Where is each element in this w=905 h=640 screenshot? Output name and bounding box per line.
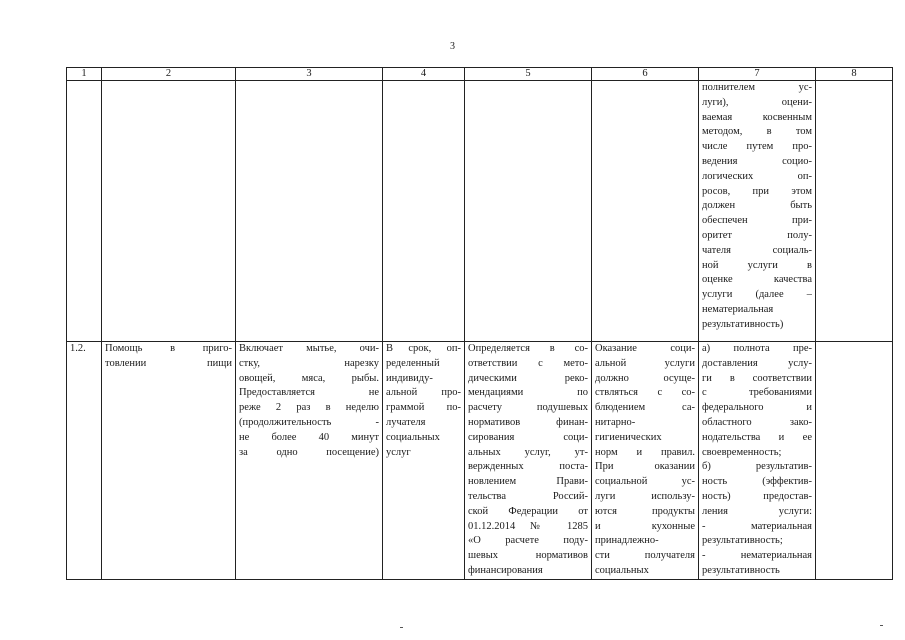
service-conditions-cell-line: социальной ус- xyxy=(595,476,695,488)
cont-cell-7-line: оритет полу- xyxy=(702,229,812,241)
continuation-row xyxy=(67,81,893,342)
cont-cell-7-line: числе путем про- xyxy=(702,141,812,153)
column-header-3: 3 xyxy=(236,68,383,81)
cont-cell-7-line: услуги (далее – xyxy=(702,289,812,301)
service-description-cell-line: (продолжительность - xyxy=(239,416,379,428)
service-description-cell-line: овощей, мяса, рыбы. xyxy=(239,372,379,384)
cont-cell-7-line: результативность) xyxy=(702,318,784,330)
cont-cell-1 xyxy=(67,81,102,342)
service-quality-cell xyxy=(699,342,816,580)
service-term-cell-line: социальных xyxy=(386,431,440,443)
column-header-6: 6 xyxy=(592,68,699,81)
service-conditions-cell-line: ются продукты xyxy=(595,505,695,517)
service-cost-cell-line: сирования соци- xyxy=(468,431,588,443)
scan-speck xyxy=(400,627,403,628)
cont-cell-7-line: росов, при этом xyxy=(702,185,812,197)
service-conditions-cell-line: луги использу- xyxy=(595,490,695,502)
service-conditions-cell-line: ствляться с со- xyxy=(595,387,695,399)
cont-cell-7-line: чателя социаль- xyxy=(702,244,812,256)
service-quality-cell-line: областного зако- xyxy=(702,416,812,428)
service-cost-cell-line: дическими реко- xyxy=(468,372,588,384)
service-conditions-cell-line: Оказание соци- xyxy=(595,343,695,354)
cont-cell-3 xyxy=(236,81,383,342)
cont-cell-7-line: должен быть xyxy=(702,200,812,212)
service-description-cell-line: реже 2 раз в неделю xyxy=(239,402,379,414)
service-quality-cell-line: с требованиями xyxy=(702,387,812,399)
service-cost-cell-line: вержденных поста- xyxy=(468,461,588,473)
service-conditions-cell xyxy=(592,342,699,580)
page-number: 3 xyxy=(450,41,455,52)
service-quality-cell-line: результативность xyxy=(702,564,780,576)
cont-cell-7-line: методом, в том xyxy=(702,126,812,138)
column-header-2: 2 xyxy=(102,68,236,81)
service-term-cell-line: лучателя xyxy=(386,416,426,428)
service-term-cell-line: индивиду- xyxy=(386,372,433,384)
cont-cell-7-line: ной услуги в xyxy=(702,259,812,271)
service-quality-cell-line: а) полнота пре- xyxy=(702,343,812,354)
service-notes-cell xyxy=(816,342,893,580)
scan-speck xyxy=(880,625,883,626)
service-description-cell xyxy=(236,342,383,580)
column-header-8: 8 xyxy=(816,68,893,81)
service-conditions-cell-line: должно осуще- xyxy=(595,372,695,384)
header-row xyxy=(67,68,893,81)
service-conditions-cell-line: сти получателя xyxy=(595,550,695,562)
service-quality-cell-line: доставления услу- xyxy=(702,357,812,369)
service-quality-cell-line: ность) предостав- xyxy=(702,490,812,502)
column-header-1: 1 xyxy=(67,68,102,81)
service-term-cell xyxy=(383,342,465,580)
service-name-cell-line: Помощь в приго- xyxy=(105,343,232,354)
service-conditions-cell-line: принадлежно- xyxy=(595,535,659,547)
service-term-cell-line: ределенный xyxy=(386,357,440,369)
service-quality-cell-line: результативность; xyxy=(702,535,783,547)
cont-cell-7-line: ваемая косвенным xyxy=(702,111,812,123)
service-quality-cell-line: своевременность; xyxy=(702,446,782,458)
cont-cell-7-line: полнителем ус- xyxy=(702,82,812,93)
service-cost-cell-line: 01.12.2014 № 1285 xyxy=(468,520,588,532)
service-quality-cell-line: ления услуги: xyxy=(702,505,812,517)
cont-cell-7-line: ведения социо- xyxy=(702,155,812,167)
service-name-cell xyxy=(102,342,236,580)
service-cost-cell-line: альных услуг, ут- xyxy=(468,446,588,458)
service-conditions-cell-line: и кухонные xyxy=(595,520,695,532)
service-cost-cell-line: шевых нормативов xyxy=(468,550,588,562)
column-header-4: 4 xyxy=(383,68,465,81)
row-number: 1.2. xyxy=(67,342,102,580)
cont-cell-4 xyxy=(383,81,465,342)
service-quality-cell-line: ги в соответствии xyxy=(702,372,812,384)
cont-cell-5 xyxy=(465,81,592,342)
service-description-cell-line: стку, нарезку xyxy=(239,357,379,369)
service-conditions-cell-line: нитарно- xyxy=(595,416,636,428)
service-conditions-cell-line: При оказании xyxy=(595,461,695,473)
cont-cell-7-line: оценке качества xyxy=(702,274,812,286)
cont-cell-7 xyxy=(699,81,816,342)
service-cost-cell-line: мендациями по xyxy=(468,387,588,399)
service-conditions-cell-line: блюдением са- xyxy=(595,402,695,414)
service-description-cell-line: за одно посещение) xyxy=(239,446,379,458)
cont-cell-7-line: логических оп- xyxy=(702,170,812,182)
service-conditions-cell-line: альной услуги xyxy=(595,357,695,369)
service-description-cell-line: Предоставляется не xyxy=(239,387,379,399)
service-term-cell-line: граммой по- xyxy=(386,402,461,414)
service-quality-cell-line: - нематериальная xyxy=(702,550,812,562)
service-cost-cell-line: новлением Прави- xyxy=(468,476,588,488)
service-cost-cell-line: нормативов финан- xyxy=(468,416,588,428)
service-cost-cell-line: Определяется в со- xyxy=(468,343,588,354)
service-conditions-cell-line: социальных xyxy=(595,564,649,576)
service-quality-cell-line: нодательства и ее xyxy=(702,431,812,443)
cont-cell-2 xyxy=(102,81,236,342)
cont-cell-6 xyxy=(592,81,699,342)
column-header-5: 5 xyxy=(465,68,592,81)
service-conditions-cell-line: норм и правил. xyxy=(595,446,695,458)
service-term-cell-line: В срок, оп- xyxy=(386,343,461,354)
services-table xyxy=(66,67,893,580)
service-quality-cell-line: б) результатив- xyxy=(702,461,812,473)
service-quality-cell-line: ность (эффектив- xyxy=(702,476,812,488)
service-term-cell-line: услуг xyxy=(386,446,411,458)
service-quality-cell-line: - материальная xyxy=(702,520,812,532)
service-description-cell-line: не более 40 минут xyxy=(239,431,379,443)
service-description-cell-line: Включает мытье, очи- xyxy=(239,343,379,354)
service-cost-cell-line: ской Федерации от xyxy=(468,505,588,517)
service-cost-cell-line: ответствии с мето- xyxy=(468,357,588,369)
cont-cell-7-line: обеспечен при- xyxy=(702,215,812,227)
column-header-7: 7 xyxy=(699,68,816,81)
service-conditions-cell-line: гигиенических xyxy=(595,431,662,443)
service-term-cell-line: альной про- xyxy=(386,387,461,399)
service-cost-cell-line: финансирования xyxy=(468,564,543,576)
service-quality-cell-line: федерального и xyxy=(702,402,812,414)
service-cost-cell xyxy=(465,342,592,580)
table-row xyxy=(67,342,893,580)
service-cost-cell-line: расчету подушевых xyxy=(468,402,588,414)
cont-cell-7-line: луги), оцени- xyxy=(702,96,812,108)
cont-cell-7-line: нематериальная xyxy=(702,303,774,315)
service-name-cell-line: товлении пищи xyxy=(105,357,232,369)
service-cost-cell-line: «О расчете поду- xyxy=(468,535,588,547)
service-cost-cell-line: тельства Россий- xyxy=(468,490,588,502)
cont-cell-8 xyxy=(816,81,893,342)
